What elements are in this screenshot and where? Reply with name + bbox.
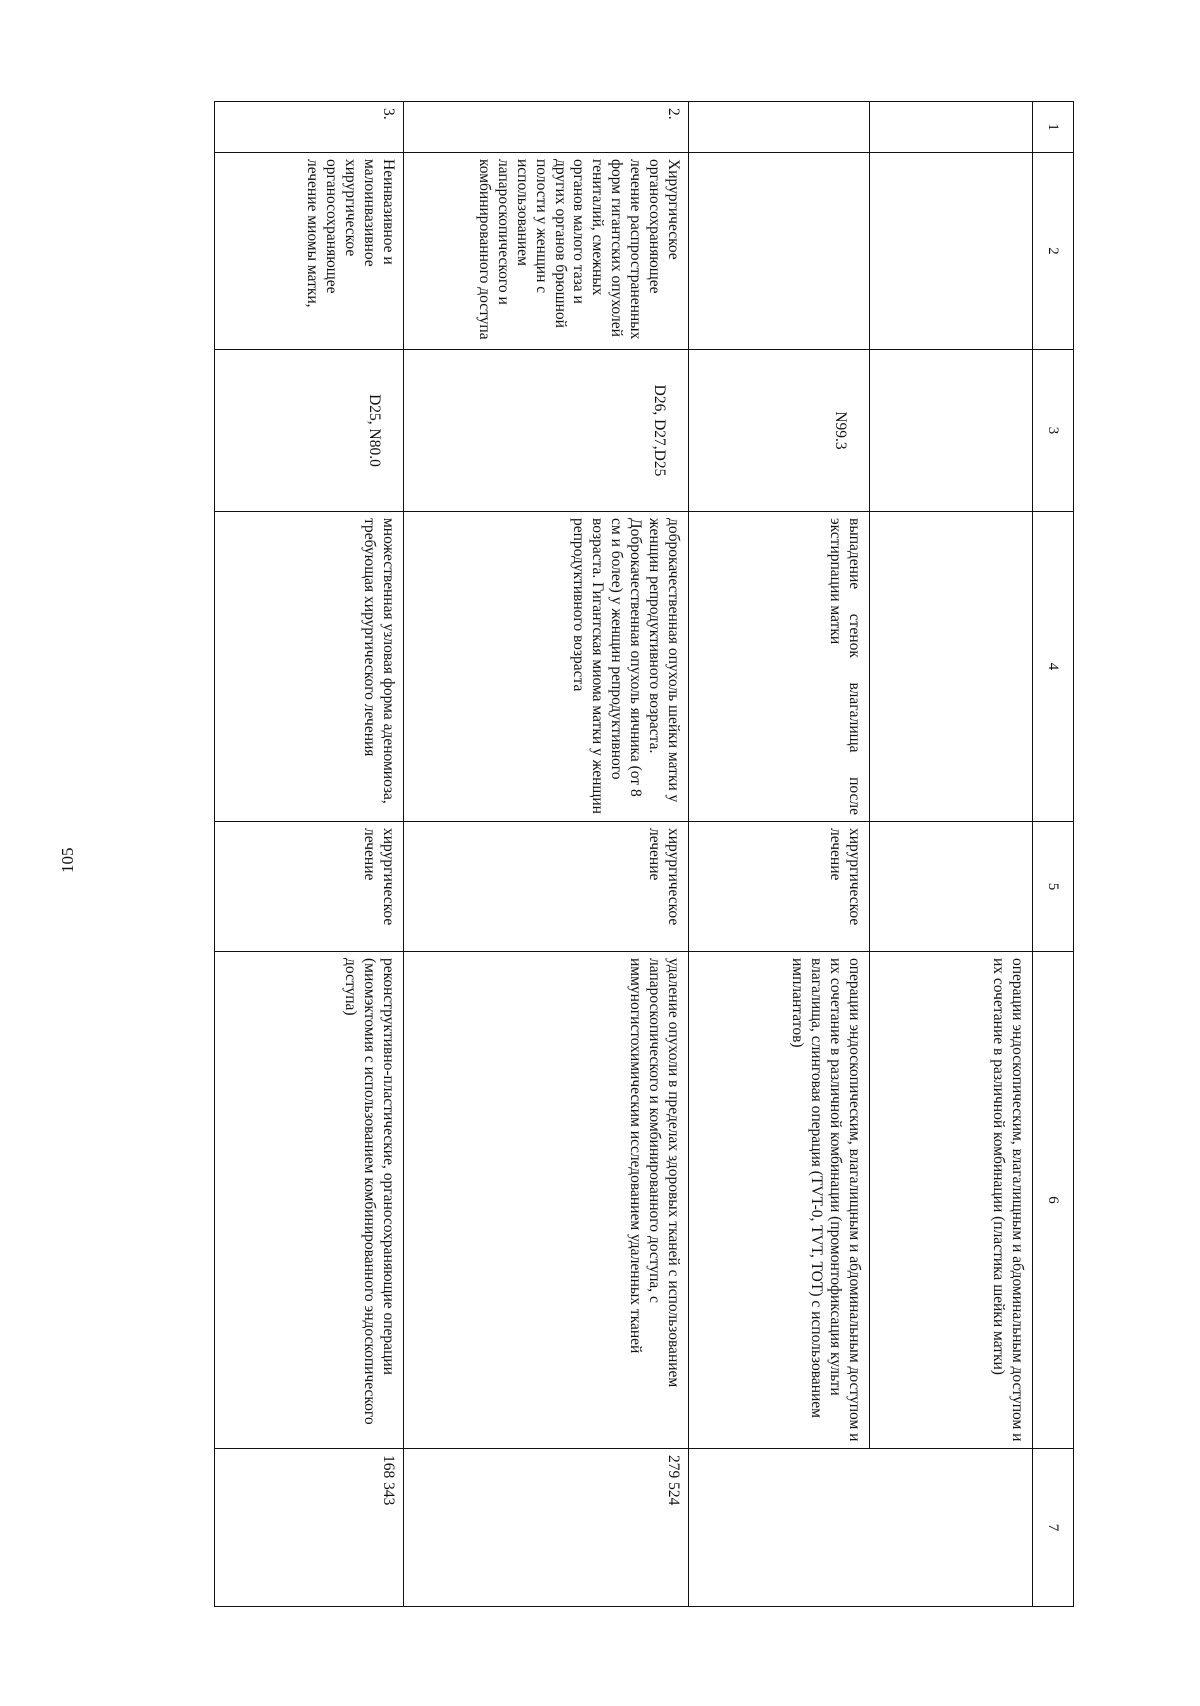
treatment-method: удаление опухоли в пределах здоровых тканей с использованием лапароскопического и комбинированного доступа, с иммуногистохимическим исследованием удаленных тканей xyxy=(404,952,689,1449)
treatment-type: хирургическое лечение xyxy=(215,822,404,952)
row-number xyxy=(870,102,1033,153)
header-cell-7: 7 xyxy=(1033,1449,1074,1607)
header-cell-2: 2 xyxy=(1033,153,1074,350)
treatment-type: хирургическое лечение xyxy=(404,822,689,952)
header-cell-6: 6 xyxy=(1033,952,1074,1449)
patient-model: выпадение стенок влагалища после экстирпации матки xyxy=(689,512,870,822)
patient-model xyxy=(870,512,1033,822)
cost-value: 168 343 xyxy=(215,1449,404,1607)
table-row xyxy=(689,102,870,1607)
row-number: 3. xyxy=(215,102,404,153)
header-row xyxy=(1033,102,1074,1607)
diagnosis-codes xyxy=(870,350,1033,512)
page-number: 105 xyxy=(58,847,77,873)
group-name xyxy=(870,153,1033,350)
patient-model: доброкачественная опухоль шейки матки у женщин репродуктивного возраста. Доброкачественная опухоль яичника (от 8 см и более) у женщин репродуктивного возраста. Гигантская миома матки у женщин репродуктивного возраста xyxy=(404,512,689,822)
diagnosis-codes: D26, D27,D25 xyxy=(404,350,689,512)
group-name xyxy=(689,153,870,350)
header-cell-3: 3 xyxy=(1033,350,1074,512)
treatment-method: реконструктивно-пластические, органосохраняющие операции (миомэктомия с использованием комбинированного эндоскопического доступа) xyxy=(215,952,404,1449)
medical-care-table xyxy=(214,101,1074,1607)
diagnosis-codes: D25, N80.0 xyxy=(215,350,404,512)
treatment-type xyxy=(870,822,1033,952)
treatment-type: хирургическое лечение xyxy=(689,822,870,952)
header-cell-4: 4 xyxy=(1033,512,1074,822)
treatment-method: операции эндоскопическим, влагалищным и абдоминальным доступом и их сочетание в различной комбинации (пластика шейки матки) xyxy=(870,952,1033,1449)
row-number xyxy=(689,102,870,153)
cost-value xyxy=(689,1449,1033,1607)
table-row xyxy=(215,102,404,1607)
group-name: Неинвазивное и малоинвазивное хирургическое органосохраняющее лечение миомы матки, xyxy=(215,153,404,350)
treatment-method: операции эндоскопическим, влагалищным и абдоминальным доступом и их сочетание в различной комбинации (промонтофиксация культи влагалища, слинговая операция (TVT-0, TVT, TOT) с использованием имплантатов) xyxy=(689,952,870,1449)
cost-value: 279 524 xyxy=(404,1449,689,1607)
patient-model: множественная узловая форма аденомиоза, требующая хирургического лечения xyxy=(215,512,404,822)
header-cell-5: 5 xyxy=(1033,822,1074,952)
row-number: 2. xyxy=(404,102,689,153)
diagnosis-codes: N99.3 xyxy=(689,350,870,512)
table-row xyxy=(870,102,1033,1607)
table-row xyxy=(404,102,689,1607)
group-name: Хирургическое органосохраняющее лечение распространенных форм гигантских опухолей гениталий, смежных органов малого таза и других органов брюшной полости у женщин с использованием лапароскопического и комбинированного доступа xyxy=(404,153,689,350)
header-cell-1: 1 xyxy=(1033,102,1074,153)
